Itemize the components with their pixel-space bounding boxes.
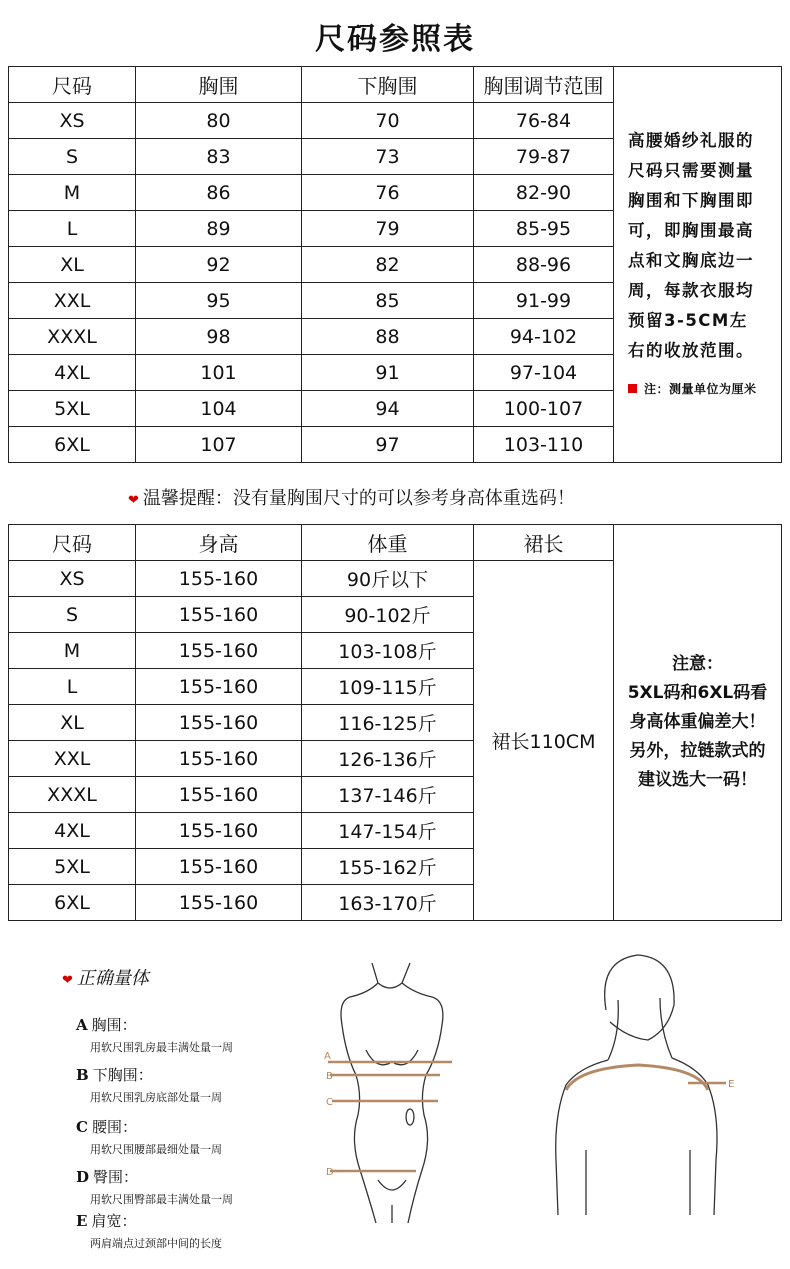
note-line: 5XL码和6XL码看 <box>627 683 768 703</box>
label-c: C <box>326 1097 333 1108</box>
table-cell: L <box>9 211 136 247</box>
heart-icon: ❤ <box>62 973 73 988</box>
table-cell: 85 <box>302 283 474 319</box>
table-cell: 90-102斤 <box>302 597 474 633</box>
label-d: D <box>326 1167 334 1178</box>
table-cell: 79-87 <box>474 139 614 175</box>
red-square-icon <box>628 384 637 393</box>
heart-icon: ❤ <box>128 493 139 508</box>
note-line: 右的收放范围。 <box>628 340 754 360</box>
table-cell: 90斤以下 <box>302 561 474 597</box>
column-header: 胸围 <box>136 67 302 103</box>
table-header-row <box>9 67 782 103</box>
table-cell: 91-99 <box>474 283 614 319</box>
table-cell: S <box>9 139 136 175</box>
table-cell: 103-110 <box>474 427 614 463</box>
measure-name: 胸围： <box>91 1016 137 1034</box>
table-cell: 155-160 <box>136 885 302 921</box>
table-cell: 155-160 <box>136 561 302 597</box>
table-cell: 104 <box>136 391 302 427</box>
table-cell: 97 <box>302 427 474 463</box>
label-a: A <box>324 1051 331 1062</box>
measure-desc: 用软尺围乳房底部处量一周 <box>90 1091 222 1104</box>
table-cell: XXL <box>9 283 136 319</box>
table-cell: 82-90 <box>474 175 614 211</box>
table-cell: XXXL <box>9 319 136 355</box>
height-weight-table <box>8 524 782 921</box>
table-cell: 4XL <box>9 813 136 849</box>
front-body-figure <box>320 955 470 1225</box>
measure-title-text: 正确量体 <box>76 968 149 989</box>
skirt-length: 裙长110CM <box>474 561 614 921</box>
table-cell: XS <box>9 561 136 597</box>
measure-name: 腰围： <box>91 1118 137 1136</box>
unit-note: 注：测量单位为厘米 <box>644 381 757 396</box>
table-cell: 76-84 <box>474 103 614 139</box>
table-cell: 88 <box>302 319 474 355</box>
measure-item <box>76 1064 222 1105</box>
note-line: 建议选大一码！ <box>638 770 757 790</box>
column-header: 尺码 <box>9 525 136 561</box>
measure-item <box>76 1116 222 1157</box>
table-cell: 155-162斤 <box>302 849 474 885</box>
table-cell: 91 <box>302 355 474 391</box>
table-cell: L <box>9 669 136 705</box>
table-cell: 94 <box>302 391 474 427</box>
table-cell: 155-160 <box>136 741 302 777</box>
table-cell: 70 <box>302 103 474 139</box>
table-cell: 79 <box>302 211 474 247</box>
table-cell: 155-160 <box>136 777 302 813</box>
table-cell: 101 <box>136 355 302 391</box>
measure-letter: D <box>76 1168 90 1186</box>
measure-name: 下胸围： <box>92 1066 153 1084</box>
label-b: B <box>326 1071 333 1082</box>
table-cell: 155-160 <box>136 705 302 741</box>
table-cell: 80 <box>136 103 302 139</box>
measure-desc: 用软尺围臀部最丰满处量一周 <box>90 1193 233 1206</box>
table-cell: 116-125斤 <box>302 705 474 741</box>
table-cell: 155-160 <box>136 597 302 633</box>
table-cell: 82 <box>302 247 474 283</box>
table-cell: 5XL <box>9 391 136 427</box>
measure-desc: 两肩端点过颈部中间的长度 <box>90 1237 222 1250</box>
table-cell: 76 <box>302 175 474 211</box>
table-cell: 126-136斤 <box>302 741 474 777</box>
column-header: 身高 <box>136 525 302 561</box>
table-cell: 163-170斤 <box>302 885 474 921</box>
table-cell: 107 <box>136 427 302 463</box>
table-cell: 88-96 <box>474 247 614 283</box>
table-cell: 5XL <box>9 849 136 885</box>
table-cell: 155-160 <box>136 813 302 849</box>
column-header: 胸围调节范围 <box>474 67 614 103</box>
table-cell: M <box>9 175 136 211</box>
column-header: 尺码 <box>9 67 136 103</box>
note-line: 胸围和下胸围即 <box>628 190 754 210</box>
column-header: 体重 <box>302 525 474 561</box>
note-line: 周，每款衣服均 <box>628 280 754 300</box>
measure-name: 臀围： <box>93 1168 139 1186</box>
table-cell: 92 <box>136 247 302 283</box>
table-cell: 4XL <box>9 355 136 391</box>
measure-item <box>76 1014 233 1055</box>
measure-title <box>62 964 149 990</box>
table-cell: XXXL <box>9 777 136 813</box>
table-cell: 85-95 <box>474 211 614 247</box>
table-cell: 6XL <box>9 885 136 921</box>
table-cell: XXL <box>9 741 136 777</box>
tip-text: 温馨提醒：没有量胸围尺寸的可以参考身高体重选码！ <box>142 488 575 509</box>
measure-letter: C <box>76 1118 88 1136</box>
measure-name: 肩宽： <box>91 1212 137 1230</box>
note-line: 点和文胸底边一 <box>628 250 754 270</box>
measure-letter: E <box>76 1212 88 1230</box>
column-header: 下胸围 <box>302 67 474 103</box>
size-note <box>614 525 782 921</box>
table-cell: 89 <box>136 211 302 247</box>
label-e: E <box>728 1079 735 1090</box>
measure-desc: 用软尺围乳房最丰满处量一周 <box>90 1041 233 1054</box>
table-cell: 155-160 <box>136 669 302 705</box>
table-cell: 86 <box>136 175 302 211</box>
note-line: 身高体重偏差大！ <box>629 712 766 732</box>
table-cell: XS <box>9 103 136 139</box>
table-cell: 73 <box>302 139 474 175</box>
note-line: 可，即胸围最高 <box>628 220 754 240</box>
table-cell: 83 <box>136 139 302 175</box>
note-line: 高腰婚纱礼服的 <box>628 130 754 150</box>
note-line: 预留3-5CM左 <box>628 310 748 330</box>
table-cell: 103-108斤 <box>302 633 474 669</box>
table-cell: 97-104 <box>474 355 614 391</box>
note-line: 尺码只需要测量 <box>628 160 754 180</box>
table-cell: 137-146斤 <box>302 777 474 813</box>
table-header-row <box>9 525 782 561</box>
measure-item <box>76 1166 233 1207</box>
tip-line <box>128 484 575 510</box>
table-cell: 147-154斤 <box>302 813 474 849</box>
bust-note <box>614 67 782 463</box>
column-header: 裙长 <box>474 525 614 561</box>
table-cell: 98 <box>136 319 302 355</box>
table-cell: 95 <box>136 283 302 319</box>
measure-item <box>76 1210 222 1251</box>
table-cell: 6XL <box>9 427 136 463</box>
note-line: 注意： <box>672 654 723 674</box>
page-title: 尺码参照表 <box>315 22 475 57</box>
measure-letter: B <box>76 1066 89 1084</box>
table-cell: XL <box>9 247 136 283</box>
table-cell: 94-102 <box>474 319 614 355</box>
table-cell: XL <box>9 705 136 741</box>
measure-desc: 用软尺围腰部最细处量一周 <box>90 1143 222 1156</box>
table-cell: S <box>9 597 136 633</box>
tape-lines <box>328 1062 452 1171</box>
measure-letter: A <box>76 1016 88 1034</box>
note-line: 另外，拉链款式的 <box>629 741 766 761</box>
table-cell: 100-107 <box>474 391 614 427</box>
bust-size-table <box>8 66 782 463</box>
table-cell: 155-160 <box>136 633 302 669</box>
table-cell: M <box>9 633 136 669</box>
back-body-figure <box>548 950 748 1220</box>
table-cell: 155-160 <box>136 849 302 885</box>
table-cell: 109-115斤 <box>302 669 474 705</box>
